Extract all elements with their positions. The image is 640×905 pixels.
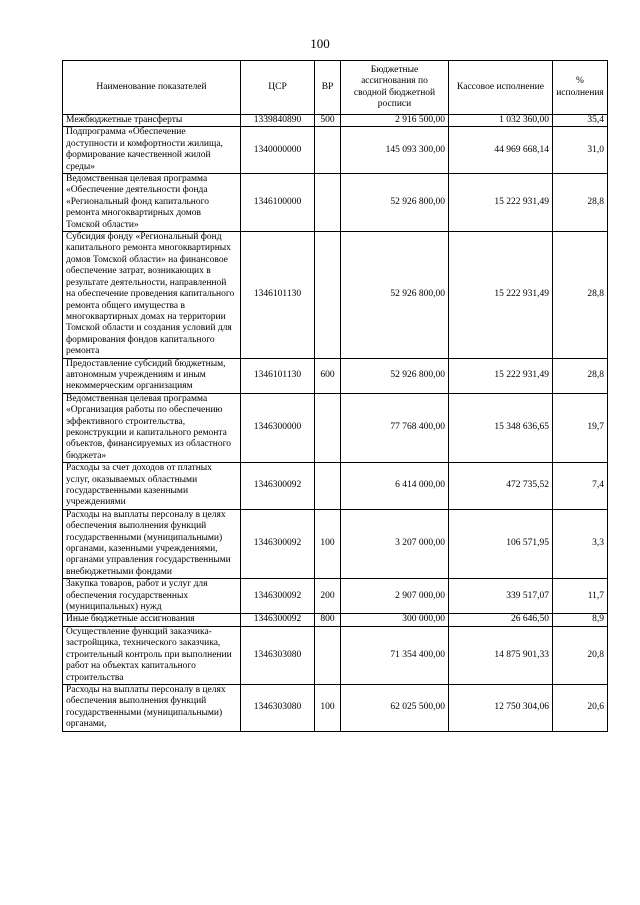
table-header-row [63,61,608,115]
row-percent: 20,6 [553,684,608,731]
row-percent: 19,7 [553,393,608,462]
row-csr: 1346303080 [241,684,315,731]
row-allocation: 145 093 300,00 [341,127,449,174]
table-row [63,614,608,626]
row-csr: 1346300092 [241,614,315,626]
row-csr: 1346101130 [241,358,315,393]
row-csr: 1346303080 [241,626,315,684]
row-name: Субсидия фонду «Региональный фонд капитального ремонта многоквартирных домов Томской области» на финансовое обеспечение затрат, возникающих в результате деятельности, направленной на обеспечение проведения капитального ремонта общего имущества в многоквартирных домах на территории Томской области и создания условий для формирования фондов капитального ремонта [63,232,241,358]
header-vr: ВР [315,61,341,115]
row-name: Предоставление субсидий бюджетным, автономным учреждениям и иным некоммерческим организациям [63,358,241,393]
row-execution: 14 875 901,33 [449,626,553,684]
row-vr: 500 [315,115,341,127]
row-percent: 11,7 [553,579,608,614]
row-allocation: 52 926 800,00 [341,174,449,232]
table-row [63,509,608,578]
row-csr: 1346300092 [241,509,315,578]
row-percent: 8,9 [553,614,608,626]
row-name: Иные бюджетные ассигнования [63,614,241,626]
row-execution: 106 571,95 [449,509,553,578]
row-allocation: 71 354 400,00 [341,626,449,684]
row-allocation: 52 926 800,00 [341,358,449,393]
budget-execution-table [62,60,608,732]
row-allocation: 62 025 500,00 [341,684,449,731]
row-vr: 200 [315,579,341,614]
row-name: Ведомственная целевая программа «Организация работы по обеспечению эффективного строительства, реконструкции и капитального ремонта объектов, финансируемых из областного бюджета» [63,393,241,462]
row-vr: 100 [315,509,341,578]
table-row [63,232,608,358]
row-vr: 800 [315,614,341,626]
row-allocation: 52 926 800,00 [341,232,449,358]
row-csr: 1346300092 [241,579,315,614]
row-percent: 28,8 [553,358,608,393]
row-percent: 28,8 [553,232,608,358]
row-allocation: 77 768 400,00 [341,393,449,462]
row-allocation: 300 000,00 [341,614,449,626]
row-percent: 28,8 [553,174,608,232]
row-vr: 600 [315,358,341,393]
row-execution: 12 750 304,06 [449,684,553,731]
header-csr: ЦСР [241,61,315,115]
table-row [63,393,608,462]
table-row [63,626,608,684]
row-vr: 100 [315,684,341,731]
row-percent: 7,4 [553,463,608,510]
row-percent: 35,4 [553,115,608,127]
header-percent: % исполнения [553,61,608,115]
header-execution: Кассовое исполнение [449,61,553,115]
row-execution: 15 348 636,65 [449,393,553,462]
row-execution: 15 222 931,49 [449,232,553,358]
row-name: Межбюджетные трансферты [63,115,241,127]
row-allocation: 2 916 500,00 [341,115,449,127]
table-row [63,579,608,614]
row-name: Осуществление функций заказчика-застройщика, технического заказчика, строительный контроль при выполнении работ на объектах капитального строительства [63,626,241,684]
row-vr [315,232,341,358]
row-csr: 1340000000 [241,127,315,174]
row-execution: 26 646,50 [449,614,553,626]
page-number: 100 [310,36,330,51]
row-allocation: 2 907 000,00 [341,579,449,614]
row-execution: 339 517,07 [449,579,553,614]
row-percent: 20,8 [553,626,608,684]
row-execution: 472 735,52 [449,463,553,510]
table-row [63,358,608,393]
row-csr: 1339840890 [241,115,315,127]
row-execution: 15 222 931,49 [449,174,553,232]
table-row [63,463,608,510]
row-csr: 1346101130 [241,232,315,358]
row-execution: 44 969 668,14 [449,127,553,174]
row-vr [315,393,341,462]
row-name: Расходы на выплаты персоналу в целях обеспечения выполнения функций государственными (муниципальными) органами, [63,684,241,731]
row-execution: 15 222 931,49 [449,358,553,393]
row-percent: 31,0 [553,127,608,174]
row-vr [315,127,341,174]
row-name: Расходы за счет доходов от платных услуг, оказываемых областными государственными казенными учреждениями [63,463,241,510]
table-row [63,174,608,232]
row-vr [315,463,341,510]
row-name: Ведомственная целевая программа «Обеспечение деятельности фонда «Региональный фонд капитального ремонта многоквартирных домов Томской области» [63,174,241,232]
row-allocation: 6 414 000,00 [341,463,449,510]
row-vr [315,626,341,684]
row-name: Расходы на выплаты персоналу в целях обеспечения выполнения функций государственными (муниципальными) органами, казенными учреждениями, органами управления государственными внебюджетными фондами [63,509,241,578]
header-allocation: Бюджетные ассигнования по сводной бюджетной росписи [341,61,449,115]
row-percent: 3,3 [553,509,608,578]
row-name: Закупка товаров, работ и услуг для обеспечения государственных (муниципальных) нужд [63,579,241,614]
row-execution: 1 032 360,00 [449,115,553,127]
header-name: Наименование показателей [63,61,241,115]
table-row [63,115,608,127]
row-vr [315,174,341,232]
row-csr: 1346100000 [241,174,315,232]
row-name: Подпрограмма «Обеспечение доступности и комфортности жилища, формирование качественной жилой среды» [63,127,241,174]
row-allocation: 3 207 000,00 [341,509,449,578]
table-row [63,684,608,731]
table-row [63,127,608,174]
row-csr: 1346300000 [241,393,315,462]
row-csr: 1346300092 [241,463,315,510]
